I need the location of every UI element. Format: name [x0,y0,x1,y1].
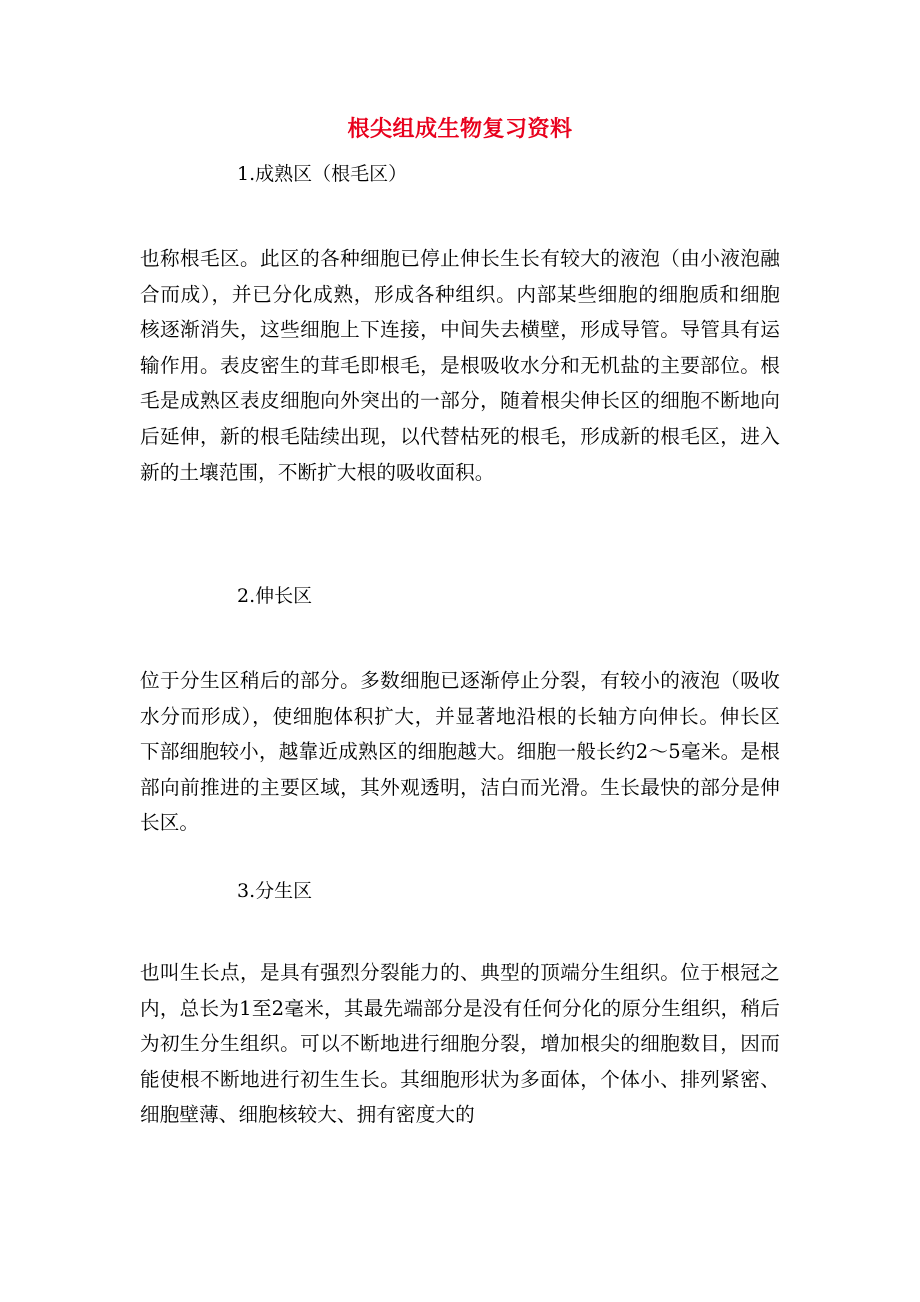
document-title: 根尖组成生物复习资料 [347,116,573,142]
section-body-elongation-zone: 位于分生区稍后的部分。多数细胞已逐渐停止分裂，有较小的液泡（吸收水分而形成），使细胞体积扩大，并显著地沿根的长轴方向伸长。伸长区下部细胞较小，越靠近成熟区的细胞越大。细胞一般长约2～5毫米。是根部向前推进的主要区域，其外观透明，洁白而光滑。生长最快的部分是伸长区。 [140,669,780,835]
section-body-meristem-zone: 也叫生长点，是具有强烈分裂能力的、典型的顶端分生组织。位于根冠之内，总长为1至2毫米，其最先端部分是没有任何分化的原分生组织，稍后为初生分生组织。可以不断地进行细胞分裂，增加根尖的细胞数目，因而能使根不断地进行初生生长。其细胞形状为多面体，个体小、排列紧密、细胞壁薄、细胞核较大、拥有密度大的 [140,961,780,1127]
section-heading-elongation-zone: 2.伸长区 [237,585,313,607]
section-heading-mature-zone: 1.成熟区（根毛区） [237,163,408,185]
section-heading-meristem-zone: 3.分生区 [237,880,313,902]
section-body-mature-zone: 也称根毛区。此区的各种细胞已停止伸长生长有较大的液泡（由小液泡融合而成），并已分化成熟，形成各种组织。内部某些细胞的细胞质和细胞核逐渐消失，这些细胞上下连接，中间失去横壁，形成导管。导管具有运输作用。表皮密生的茸毛即根毛，是根吸收水分和无机盐的主要部位。根毛是成熟区表皮细胞向外突出的一部分，随着根尖伸长区的细胞不断地向后延伸，新的根毛陆续出现，以代替枯死的根毛，形成新的根毛区，进入新的土壤范围，不断扩大根的吸收面积。 [140,247,780,484]
